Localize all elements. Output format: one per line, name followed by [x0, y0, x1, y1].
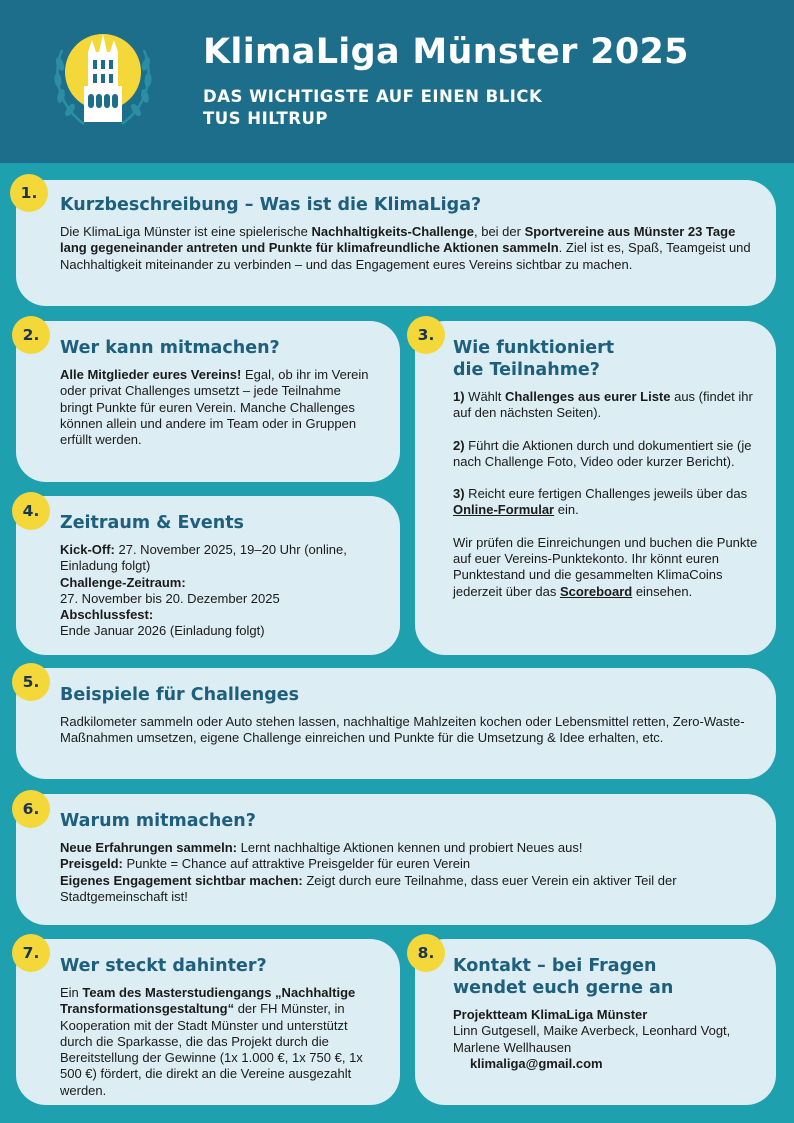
section-number-badge: 6. [12, 790, 50, 828]
page-subtitle: DAS WICHTIGSTE AUF EINEN BLICK [203, 87, 543, 106]
section-title: Warum mitmachen? [60, 811, 256, 831]
section-card-kurzbeschreibung [16, 180, 776, 306]
step-3 [453, 486, 758, 519]
section-title: Wer kann mitmachen? [60, 338, 280, 358]
text-run: Reicht eure fertigen Challenges jeweils über das [464, 486, 748, 502]
final-label [60, 607, 376, 623]
text-run: Zeigt durch eure Teilnahme, dass euer Verein ein aktiver Teil der Stadtgemeinschaft ist! [60, 872, 677, 904]
section-number-badge: 2. [12, 316, 50, 354]
title-line: wendet euch gerne an [453, 978, 674, 998]
text-run: Führt die Aktionen durch und dokumentiert sie (je nach Challenge Foto, Video oder kurzer Bericht). [453, 437, 752, 469]
text-bold: Nachhaltigkeits-Challenge [311, 224, 474, 239]
section-title [453, 955, 752, 999]
section-number-badge: 1. [10, 174, 48, 212]
text-bold: Neue Erfahrungen sammeln: [60, 840, 237, 855]
text-run: , bei der [474, 224, 525, 239]
reason-1 [60, 840, 752, 856]
text-bold: Preisgeld: [60, 856, 123, 872]
text-run: 27. November 2025, 19–20 Uhr (online, Einladung folgt) [60, 542, 347, 574]
text-run: . Ziel ist es, Spaß, Teamgeist und Nachhaltigkeit miteinander zu verbinden – und das Engagement eures Vereins sichtbar zu machen. [60, 240, 751, 272]
section-number-badge: 3. [407, 316, 445, 354]
section-number-badge: 4. [12, 492, 50, 530]
text-run: Wählt [464, 389, 506, 404]
club-name: TUS HILTRUP [203, 109, 328, 128]
section-title [453, 337, 758, 381]
contact-names: Linn Gutgesell, Maike Averbeck, Leonhard Vogt, Marlene Wellhausen [453, 1023, 731, 1055]
step-1 [453, 389, 758, 422]
contact-team [453, 1007, 752, 1023]
step-number: 3) [453, 486, 465, 502]
page-header [0, 0, 794, 163]
section-card-zeitraum [16, 496, 400, 655]
section-title: Zeitraum & Events [60, 513, 244, 533]
period-text: 27. November bis 20. Dezember 2025 [60, 590, 280, 606]
text-run: Egal, ob ihr im Verein oder privat Challenges umsetzt – jede Teilnahme bringt Punkte für euren Verein. Manche Challenges können allein und andere im Team oder in Gruppen erfüllt werden. [60, 367, 369, 448]
text-bold: Challenge-Zeitraum: [60, 574, 186, 590]
text-run: Ein [60, 985, 83, 1000]
text-bold: Kick-Off: [60, 542, 115, 557]
kickoff-info [60, 542, 376, 575]
section-card-beispiele [16, 668, 776, 779]
section-number-badge: 8. [407, 934, 445, 972]
section-text: Radkilometer sammeln oder Auto stehen lassen, nachhaltige Mahlzeiten kochen oder Lebensmittel retten, Zero-Waste-Maßnahmen umsetzen, eigene Challenge einreichen und Punkte für die Umsetzung & Idee erhalten, etc. [60, 714, 745, 746]
final-text: Ende Januar 2026 (Einladung folgt) [60, 623, 265, 639]
page-title: KlimaLiga Münster 2025 [203, 32, 689, 72]
text-run: einsehen. [632, 583, 693, 599]
online-formular-link[interactable]: Online-Formular [453, 502, 555, 518]
section-title: Kurzbeschreibung – Was ist die KlimaLiga? [60, 195, 482, 215]
period-label [60, 575, 376, 591]
reason-2 [60, 856, 752, 872]
section-number-badge: 7. [12, 934, 50, 972]
text-run: Lernt nachhaltige Aktionen kennen und probiert Neues aus! [237, 840, 583, 855]
town-hall-laurel-icon [48, 20, 158, 138]
text-bold: Eigenes Engagement sichtbar machen: [60, 872, 303, 888]
text-bold: Abschlussfest: [60, 607, 154, 623]
text-run: Die KlimaLiga Münster ist eine spielerische [60, 224, 312, 239]
section-text [60, 224, 752, 273]
section-card-warum-mitmachen [16, 794, 776, 925]
section-card-teilnahme [415, 321, 776, 655]
section-card-wer-steckt-dahinter [16, 939, 400, 1105]
text-run: aus (findet ihr auf den nächsten Seiten). [453, 389, 753, 421]
step-number: 2) [453, 437, 465, 453]
reason-3 [60, 873, 752, 906]
contact-email-link[interactable]: klimaliga@gmail.com [470, 1055, 603, 1071]
text-bold: Projektteam KlimaLiga Münster [453, 1007, 648, 1022]
title-line: Kontakt – bei Fragen [453, 956, 657, 976]
section-text [60, 985, 376, 1099]
step-number: 1) [453, 389, 465, 404]
title-line: Wie funktioniert [453, 338, 615, 358]
text-run: Wir prüfen die Einreichungen und buchen die Punkte auf euer Vereins-Punktekonto. Ihr könnt euren Punktestand und die gesammelten KlimaCoins jederzeit über das [453, 534, 758, 599]
text-bold: Alle Mitglieder eures Vereins! [60, 367, 242, 382]
scoreboard-link[interactable]: Scoreboard [559, 583, 633, 599]
section-card-wer-kann-mitmachen [16, 321, 400, 482]
closing-text [453, 535, 758, 600]
text-bold: Team des Masterstudiengangs „Nachhaltige Transformationsgestaltung“ [60, 985, 356, 1017]
step-2 [453, 438, 758, 471]
text-run: ein. [554, 502, 579, 518]
section-title: Beispiele für Challenges [60, 685, 300, 705]
text-run: Punkte = Chance auf attraktive Preisgelder für euren Verein [122, 856, 471, 872]
text-bold: Sportvereine aus Münster 23 Tage lang gegeneinander antreten und Punkte für klimafreundliche Aktionen sammeln [60, 224, 736, 256]
text-run: der FH Münster, in Kooperation mit der Stadt Münster und unterstützt durch die Sparkasse, die das Projekt durch die Bereitstellung der Gewinne (1x 1.000 €, 1x 750 €, 1x 500 €) fördert, die direkt an die Vereine ausgezahlt werden. [60, 1001, 363, 1098]
title-line: die Teilnahme? [453, 360, 600, 380]
section-title: Wer steckt dahinter? [60, 956, 267, 976]
text-bold: Challenges aus eurer Liste [505, 389, 671, 404]
section-card-kontakt [415, 939, 776, 1105]
section-text [60, 367, 376, 448]
section-number-badge: 5. [12, 663, 50, 701]
